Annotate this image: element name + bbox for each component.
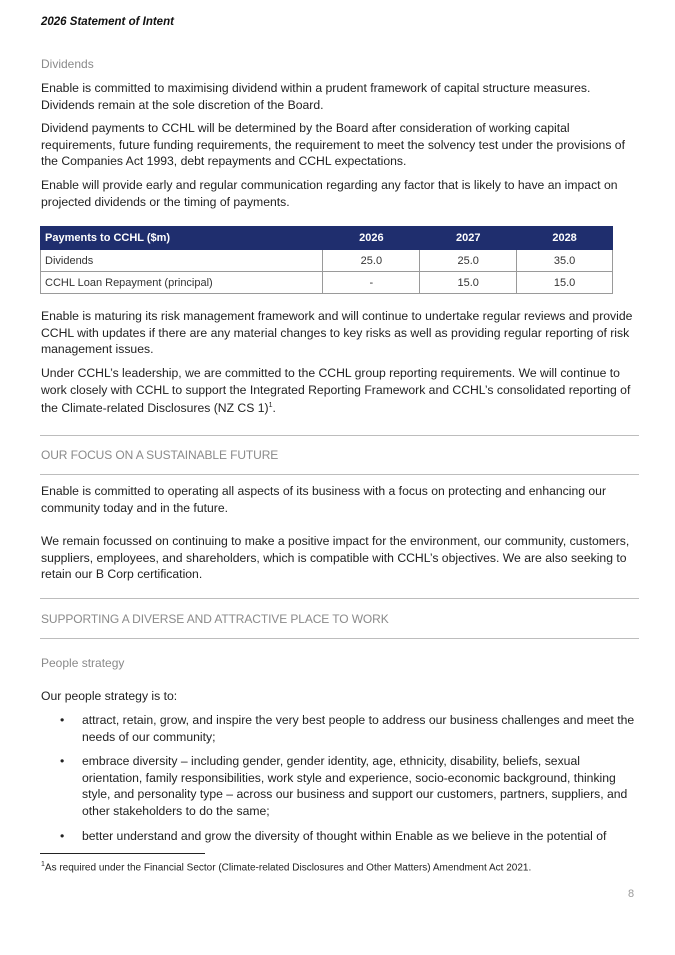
dividends-heading: Dividends [41, 57, 94, 71]
table-cell: 35.0 [517, 250, 613, 272]
people-strategy-list [41, 712, 637, 852]
table-header-cell: 2026 [323, 227, 420, 250]
bullet-icon: • [60, 754, 65, 769]
footnote-reference[interactable]: 1 [268, 402, 273, 410]
people-strategy-heading: People strategy [41, 656, 125, 670]
table-cell: - [323, 272, 420, 294]
table-header-cell: 2028 [517, 227, 613, 250]
table-cell: 15.0 [517, 272, 613, 294]
sustainable-future-heading: OUR FOCUS ON A SUSTAINABLE FUTURE [41, 448, 279, 462]
people-strategy-intro: Our people strategy is to: [41, 689, 178, 703]
document-header-title: 2026 Statement of Intent [41, 16, 174, 28]
table-header-cell: 2027 [420, 227, 517, 250]
table-header-cell: Payments to CCHL ($m) [41, 227, 323, 250]
bullet-icon: • [60, 828, 65, 843]
list-item [41, 712, 637, 745]
risk-paragraph-1: Enable is maturing its risk management framework and will continue to undertake regular reviews and provide CCHL with updates if there are any material changes to key risks as well as providing regular reporting of risk management issues. [41, 309, 633, 357]
table-cell: Dividends [41, 250, 323, 272]
list-item-text: attract, retain, grow, and inspire the very best people to address our business challenges and meet the needs of our community; [82, 713, 635, 744]
workplace-heading: SUPPORTING A DIVERSE AND ATTRACTIVE PLACE TO WORK [41, 612, 389, 626]
table-row [41, 250, 613, 272]
list-item [41, 828, 637, 845]
table-cell: 25.0 [323, 250, 420, 272]
footnote-separator [40, 853, 205, 854]
footnote-marker: 1 [41, 861, 45, 868]
sustainable-paragraph-1: Enable is committed to operating all aspects of its business with a focus on protecting and enhancing our community today and in the future. [41, 484, 607, 515]
table-cell: 15.0 [420, 272, 517, 294]
section-divider [40, 598, 639, 599]
risk-paragraph-2-end: . [272, 401, 276, 416]
list-item [41, 753, 637, 819]
section-divider [40, 638, 639, 639]
table-cell: 25.0 [420, 250, 517, 272]
payments-table-header-row [41, 227, 613, 250]
dividends-paragraph-2: Dividend payments to CCHL will be determined by the Board after consideration of working capital requirements, future funding requirements, the requirement to meet the solvency test under the provisions of the Companies Act 1993, debt repayments and CCHL expectations. [41, 121, 625, 169]
dividends-paragraph-3: Enable will provide early and regular communication regarding any factor that is likely to have an impact on projected dividends or the timing of payments. [41, 178, 618, 209]
page-number: 8 [628, 888, 635, 900]
payments-table [40, 226, 613, 294]
sustainable-paragraph-2: We remain focussed on continuing to make a positive impact for the environment, our community, customers, suppliers, employees, and shareholders, which is compatible with CCHL’s objectives. We are also seeking to retain our B Corp certification. [41, 534, 630, 582]
footnote [41, 861, 531, 873]
risk-paragraph-2-text: Under CCHL’s leadership, we are committed to the CCHL group reporting requirements. We will continue to work closely with CCHL to support the Integrated Reporting Framework and CCHL’s consolidated reporting of the Climate-related Disclosures (NZ CS 1) [41, 366, 631, 416]
dividends-paragraph-1: Enable is committed to maximising dividend within a prudent framework of capital structure measures. Dividends remain at the sole discretion of the Board. [41, 81, 591, 112]
section-divider [40, 435, 639, 436]
list-item-text: embrace diversity – including gender, gender identity, age, ethnicity, disability, beliefs, sexual orientation, family responsibilities, work style and experience, socio-economic background, thinking style, and personality type – across our business and support our customers, partners, suppliers, and other stakeholders to do the same; [82, 754, 628, 818]
section-divider [40, 474, 639, 475]
footnote-text: As required under the Financial Sector (Climate-related Disclosures and Other Matters) Amendment Act 2021. [44, 862, 532, 874]
table-row [41, 272, 613, 294]
bullet-icon: • [60, 713, 65, 727]
risk-paragraph-2 [41, 365, 637, 417]
table-cell: CCHL Loan Repayment (principal) [41, 272, 323, 294]
list-item-text: better understand and grow the diversity of thought within Enable as we believe in the potential of [82, 828, 607, 843]
